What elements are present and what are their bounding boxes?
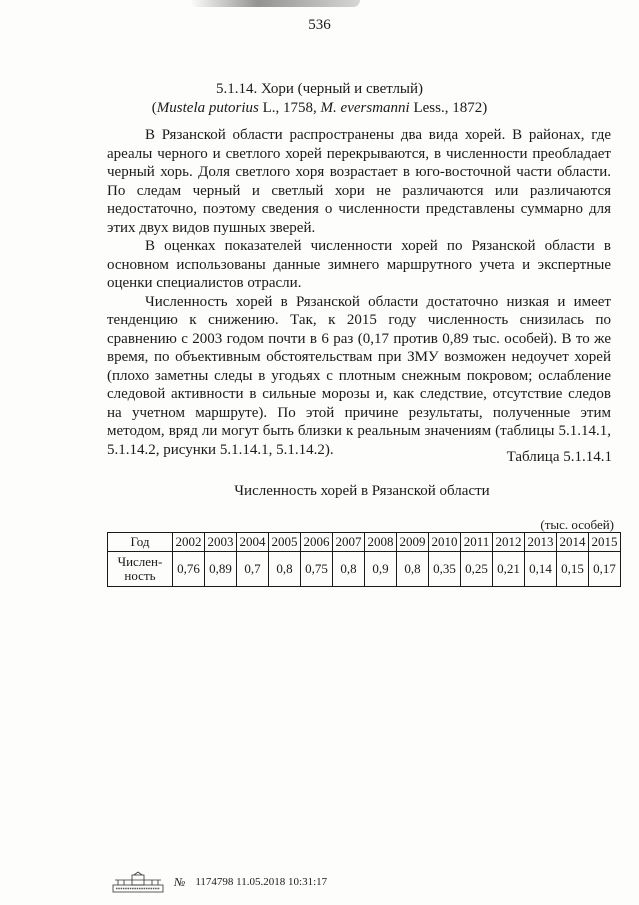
value-cell: 0,75 (301, 552, 333, 587)
value-cell: 0,21 (493, 552, 525, 587)
body-text (107, 126, 611, 459)
value-cell: 0,14 (525, 552, 557, 587)
year-cell: 2008 (365, 533, 397, 552)
page-number: 536 (308, 17, 331, 33)
year-row (108, 533, 621, 552)
value-cell: 0,35 (429, 552, 461, 587)
latin-name-1: Mustela putorius (156, 100, 259, 116)
value-cell: 0,9 (365, 552, 397, 587)
value-header: Числен- ность (108, 552, 173, 587)
author-2: Less., 1872) (409, 100, 488, 116)
year-cell: 2013 (525, 533, 557, 552)
value-cell: 0,8 (269, 552, 301, 587)
paragraph: В Рязанской области распространены два вида хорей. В районах, где ареалы черного и светлого хорей перекрываются, в численности преобладает черный хорь. Доля светлого хоря возрастает в юго-восточной части области. По следам черный и светлый хори не различаются или различаются недостаточно, поэтому сведения о численности представлены суммарно для этих двух видов пушных зверей. (107, 127, 611, 236)
value-cell: 0,89 (205, 552, 237, 587)
value-cell: 0,8 (397, 552, 429, 587)
scan-artifact (190, 0, 360, 7)
section-title: 5.1.14. Хори (черный и светлый) (215, 81, 424, 97)
paragraph: В оценках показателей численности хорей по Рязанской области в основном использованы данные зимнего маршрутного учета и экспертные оценки специалистов отрасли. (107, 238, 611, 291)
year-cell: 2009 (397, 533, 429, 552)
latin-name-2: M. eversmanni (320, 100, 410, 116)
author-1: L., 1758, (258, 100, 321, 116)
value-row (108, 552, 621, 587)
value-cell: 0,17 (589, 552, 621, 587)
paragraph: Численность хорей в Рязанской области достаточно низкая и имеет тенденцию к снижению. Так, к 2015 году численность снизилась по сравнению с 2003 годом почти в 6 раз (0,17 против 0,89 тыс. особей). В то же время, по объективным обстоятельствам при ЗМУ возможен недоучет хорей (плохо заметны следы в угодьях с плотным снежным покровом; ослабление следовой активности в сильные морозы и, как следствие, отсутствие следов на учетном маршруте). По этой причине результаты, полученные этим методом, вряд ли могут быть близки к реальным значениям (таблицы 5.1.14.1, 5.1.14.2, рисунки 5.1.14.1, 5.1.14.2). (107, 293, 611, 458)
year-cell: 2005 (269, 533, 301, 552)
year-cell: 2015 (589, 533, 621, 552)
section-subtitle: (Mustela putorius L., 1758, M. eversmanni Less., 1872) (151, 100, 488, 116)
value-cell: 0,8 (333, 552, 365, 587)
document-stamp: 1174798 11.05.2018 10:31:17 (195, 876, 328, 888)
number-sign: № (174, 874, 186, 889)
table-label: Таблица 5.1.14.1 (506, 449, 612, 465)
footer-stamp (112, 871, 327, 893)
table-unit: (тыс. особей) (540, 517, 614, 532)
value-cell: 0,25 (461, 552, 493, 587)
value-cell: 0,76 (173, 552, 205, 587)
section-heading (0, 80, 639, 118)
year-cell: 2010 (429, 533, 461, 552)
value-cell: 0,15 (557, 552, 589, 587)
table-caption: Численность хорей в Рязанской области (234, 483, 490, 499)
government-seal-icon (112, 871, 164, 893)
value-cell: 0,7 (237, 552, 269, 587)
year-cell: 2006 (301, 533, 333, 552)
year-header: Год (108, 533, 173, 552)
year-cell: 2011 (461, 533, 493, 552)
year-cell: 2004 (237, 533, 269, 552)
year-cell: 2002 (173, 533, 205, 552)
year-cell: 2007 (333, 533, 365, 552)
year-cell: 2003 (205, 533, 237, 552)
year-cell: 2014 (557, 533, 589, 552)
year-cell: 2012 (493, 533, 525, 552)
population-table (107, 532, 621, 587)
